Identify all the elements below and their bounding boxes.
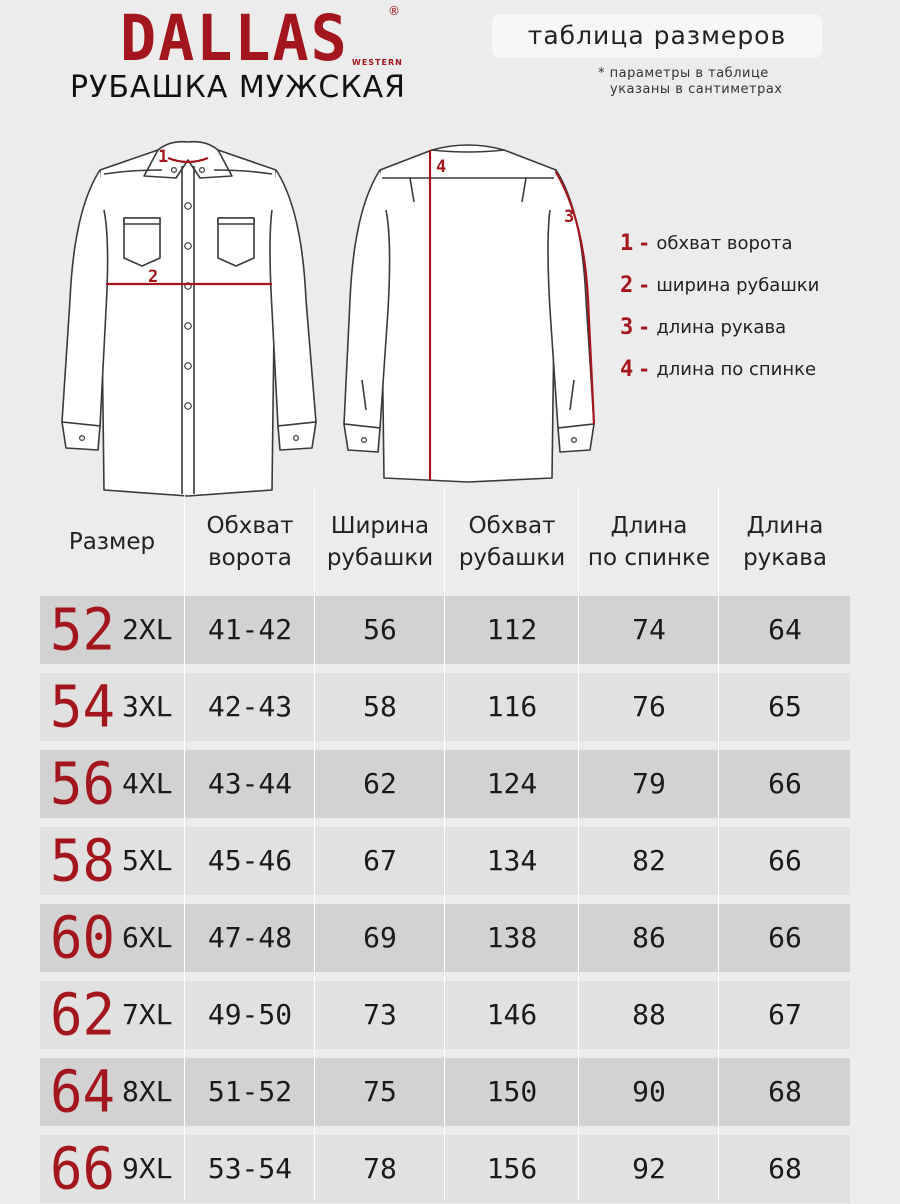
cell-chest: 116 [486, 690, 538, 723]
cell-intl-size: 4XL [122, 767, 173, 800]
cell-intl-size: 7XL [122, 998, 173, 1031]
cell-back-length: 82 [632, 844, 666, 877]
shirt-front-drawing [62, 142, 316, 496]
legend-text: длина рукава [656, 316, 787, 338]
column-divider [578, 488, 579, 1200]
cell-collar: 47-48 [207, 921, 293, 954]
legend-number: 1 [620, 230, 634, 256]
cell-collar: 41-42 [207, 613, 293, 646]
cell-sleeve-length: 68 [768, 1075, 802, 1108]
cell-chest: 146 [486, 998, 538, 1031]
cell-collar: 53-54 [207, 1152, 293, 1185]
legend-item [620, 264, 819, 306]
cell-shirt-width: 75 [363, 1075, 397, 1108]
legend-dash: - [640, 273, 649, 297]
header-shirt-width: Ширина рубашки [326, 513, 434, 571]
legend-dash: - [640, 315, 649, 339]
brand-sub: WESTERN [352, 58, 403, 67]
cell-ru-size: 64 [50, 1057, 116, 1126]
cell-chest: 124 [486, 767, 538, 800]
cell-shirt-width: 69 [363, 921, 397, 954]
table-row [40, 827, 850, 895]
table-row [40, 1135, 850, 1203]
legend-item [620, 306, 819, 348]
table-row [40, 981, 850, 1049]
units-note-line1: * параметры в таблице [598, 66, 769, 81]
cell-sleeve-length: 64 [768, 613, 802, 646]
size-table-header [40, 488, 850, 596]
cell-intl-size: 9XL [122, 1152, 173, 1185]
cell-sleeve-length: 68 [768, 1152, 802, 1185]
cell-sleeve-length: 66 [768, 844, 802, 877]
header-sleeve-length: Длина рукава [743, 513, 827, 571]
cell-shirt-width: 73 [363, 998, 397, 1031]
cell-back-length: 88 [632, 998, 666, 1031]
cell-shirt-width: 62 [363, 767, 397, 800]
cell-intl-size: 3XL [122, 690, 173, 723]
cell-ru-size: 52 [50, 595, 116, 664]
column-divider [314, 488, 315, 1200]
cell-sleeve-length: 66 [768, 921, 802, 954]
cell-intl-size: 2XL [122, 613, 173, 646]
size-chart-badge: таблица размеров [492, 14, 822, 58]
cell-ru-size: 66 [50, 1134, 116, 1203]
cell-ru-size: 58 [50, 826, 116, 895]
cell-collar: 42-43 [207, 690, 293, 723]
legend-number: 3 [620, 314, 634, 340]
column-divider [444, 488, 445, 1200]
brand-logo: DALLAS [120, 2, 349, 76]
cell-shirt-width: 58 [363, 690, 397, 723]
cell-shirt-width: 56 [363, 613, 397, 646]
column-divider [184, 488, 185, 1200]
table-row [40, 904, 850, 972]
registered-mark: ® [388, 4, 400, 18]
size-table [40, 488, 850, 1203]
cell-ru-size: 60 [50, 903, 116, 972]
legend-dash: - [640, 231, 649, 255]
cell-sleeve-length: 65 [768, 690, 802, 723]
cell-sleeve-length: 66 [768, 767, 802, 800]
marker-1: 1 [158, 147, 169, 167]
cell-intl-size: 5XL [122, 844, 173, 877]
cell-back-length: 90 [632, 1075, 666, 1108]
legend-item [620, 222, 819, 264]
cell-collar: 45-46 [207, 844, 293, 877]
header-size: Размер [68, 529, 156, 555]
cell-ru-size: 54 [50, 672, 116, 741]
marker-2: 2 [148, 267, 159, 287]
shirt-back-drawing [344, 145, 594, 482]
page-title: РУБАШКА МУЖСКАЯ [70, 70, 407, 105]
cell-back-length: 92 [632, 1152, 666, 1185]
header-chest: Обхват рубашки [458, 513, 566, 571]
legend-text: длина по спинке [656, 358, 817, 380]
table-row [40, 1058, 850, 1126]
legend-number: 4 [620, 356, 634, 382]
table-row [40, 750, 850, 818]
measurement-legend [620, 222, 819, 390]
cell-chest: 134 [486, 844, 538, 877]
cell-collar: 51-52 [207, 1075, 293, 1108]
cell-chest: 150 [486, 1075, 538, 1108]
cell-collar: 43-44 [207, 767, 293, 800]
legend-text: ширина рубашки [656, 274, 820, 296]
cell-back-length: 74 [632, 613, 666, 646]
cell-chest: 112 [486, 613, 538, 646]
cell-back-length: 86 [632, 921, 666, 954]
units-note-line2: указаны в сантиметрах [610, 82, 783, 97]
cell-ru-size: 62 [50, 980, 116, 1049]
cell-intl-size: 6XL [122, 921, 173, 954]
cell-sleeve-length: 67 [768, 998, 802, 1031]
cell-back-length: 79 [632, 767, 666, 800]
marker-3: 3 [564, 207, 575, 227]
legend-number: 2 [620, 272, 634, 298]
marker-4: 4 [436, 157, 447, 177]
units-note [598, 66, 818, 98]
cell-ru-size: 56 [50, 749, 116, 818]
cell-shirt-width: 67 [363, 844, 397, 877]
legend-text: обхват ворота [656, 232, 793, 254]
table-row [40, 673, 850, 741]
cell-shirt-width: 78 [363, 1152, 397, 1185]
column-divider [718, 488, 719, 1200]
cell-collar: 49-50 [207, 998, 293, 1031]
cell-intl-size: 8XL [122, 1075, 173, 1108]
cell-chest: 138 [486, 921, 538, 954]
header-back-length: Длина по спинке [587, 513, 711, 571]
legend-item [620, 348, 819, 390]
header-collar: Обхват ворота [206, 513, 294, 571]
cell-back-length: 76 [632, 690, 666, 723]
table-row [40, 596, 850, 664]
legend-dash: - [640, 357, 649, 381]
cell-chest: 156 [486, 1152, 538, 1185]
